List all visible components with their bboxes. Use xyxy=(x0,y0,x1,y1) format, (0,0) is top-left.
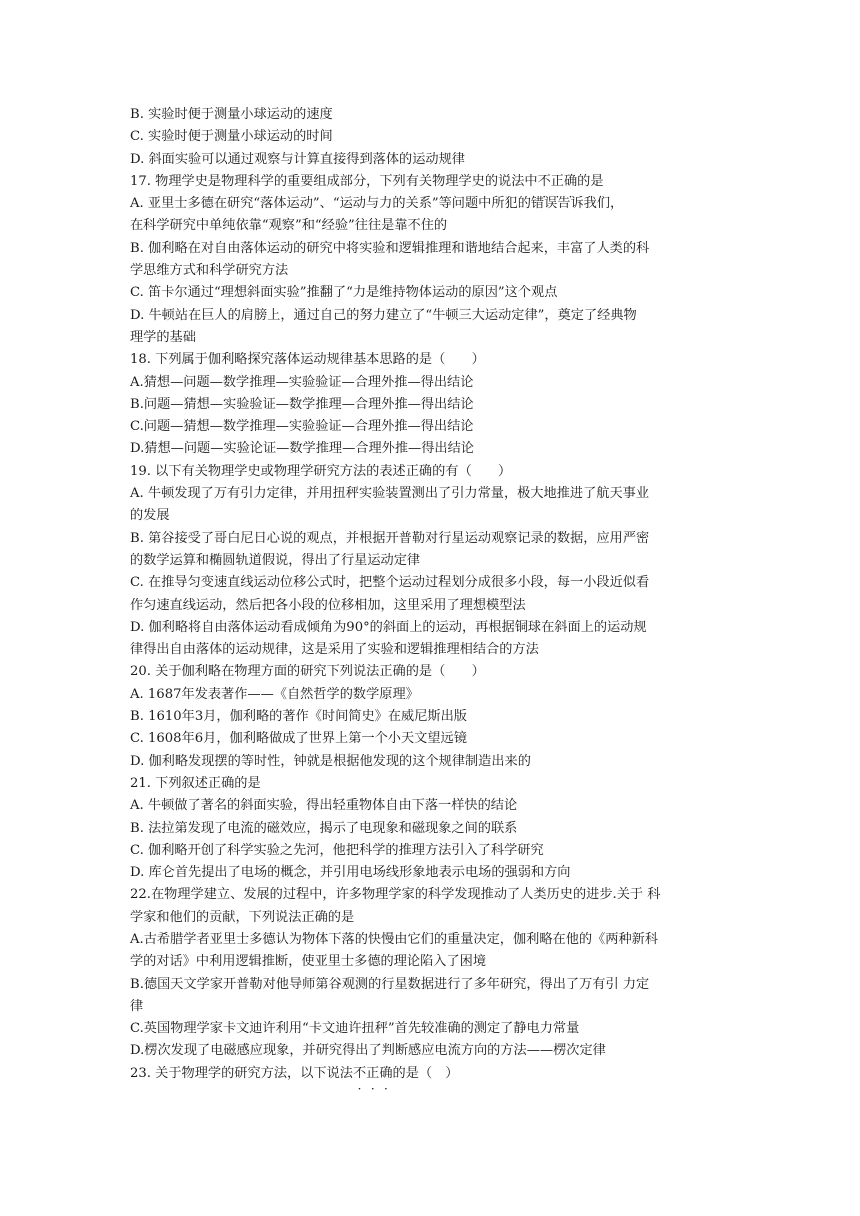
text-line: D.楞次发现了电磁感应现象，并研究得出了判断感应电流方向的方法——楞次定律 xyxy=(130,1043,606,1059)
text-line: C. 在推导匀变速直线运动位移公式时，把整个运动过程划分成很多小段，每一小段近似看 xyxy=(130,575,650,591)
text-line: 的发展 xyxy=(130,508,170,524)
text-line: 19. 以下有关物理学史或物理学研究方法的表述正确的有（ ） xyxy=(130,463,512,479)
text-line: D. 库仑首先提出了电场的概念，并引用电场线形象地表示电场的强弱和方向 xyxy=(130,865,571,881)
emphasis-dotted-text: 不正确 xyxy=(352,1065,393,1081)
text-line: B. 法拉第发现了电流的磁效应，揭示了电现象和磁现象之间的联系 xyxy=(130,820,518,836)
text-line: C.问题—猜想—数学推理—实验验证—合理外推—得出结论 xyxy=(130,419,474,435)
text-line: A.猜想—问题—数学推理—实验验证—合理外推—得出结论 xyxy=(130,374,474,390)
emphasis-dotted-text: 不正确 xyxy=(537,173,578,189)
text-line: A. 牛顿做了著名的斜面实验，得出轻重物体自由下落一样快的结论 xyxy=(130,798,518,814)
text-line: 律 xyxy=(130,998,144,1014)
text-line: D.猜想—问题—实验论证—数学推理—合理外推—得出结论 xyxy=(130,441,474,457)
text-line: D. 伽利略发现摆的等时性，钟就是根据他发现的这个规律制造出来的 xyxy=(130,753,531,769)
text-line: C.英国物理学家卡文迪许利用“卡文迪许扭秤”首先较准确的测定了静电力常量 xyxy=(130,1021,580,1037)
text-line: C. 实验时便于测量小球运动的时间 xyxy=(130,129,333,145)
question-text: 23. 关于物理学的研究方法，以下说法 xyxy=(130,1065,353,1081)
text-line: 律得出自由落体的运动规律，这是采用了实验和逻辑推理相结合的方法 xyxy=(130,642,539,658)
text-line: 在科学研究中单纯依靠“观察”和“经验”往往是靠不住的 xyxy=(130,218,448,234)
text-line: 理学的基础 xyxy=(130,329,196,345)
text-line: 21. 下列叙述正确的是 xyxy=(130,775,261,791)
question-text: 17. 物理学史是物理科学的重要组成部分，下列有关物理学史的说法中 xyxy=(130,173,538,189)
text-line: 学思维方式和科学研究方法 xyxy=(130,263,289,279)
question-line xyxy=(130,171,750,193)
text-line: C. 伽利略开创了科学实验之先河，他把科学的推理方法引入了科学研究 xyxy=(130,842,544,858)
text-line: A.古希腊学者亚里士多德认为物体下落的快慢由它们的重量决定，伽利略在他的《两种新科 xyxy=(130,931,659,947)
text-line: B.德国天文学家开普勒对他导师第谷观测的行星数据进行了多年研究，得出了万有引 力定 xyxy=(130,976,650,992)
text-line: C. 1608年6月，伽利略做成了世界上第一个小天文望远镜 xyxy=(130,731,467,747)
text-line: 作匀速直线运动，然后把各小段的位移相加，这里采用了理想模型法 xyxy=(130,597,526,613)
text-line: 18. 下列属于伽利略探究落体运动规律基本思路的是（ ） xyxy=(130,352,485,368)
text-line: 22.在物理学建立、发展的过程中，许多物理学家的科学发现推动了人类历史的进步.关于 科 xyxy=(130,887,661,903)
text-line: 的数学运算和椭圆轨道假说，得出了行星运动定律 xyxy=(130,552,421,568)
text-line: A. 牛顿发现了万有引力定律，并用扭秤实验装置测出了引力常量，极大地推进了航天事业 xyxy=(130,486,650,502)
question-line xyxy=(130,1063,750,1085)
text-line: C. 笛卡尔通过“理想斜面实验”推翻了“力是维持物体运动的原因”这个观点 xyxy=(130,285,558,301)
question-text: 的是 xyxy=(577,173,604,189)
text-line: B. 第谷接受了哥白尼日心说的观点，并根据开普勒对行星运动观察记录的数据，应用严密 xyxy=(130,530,650,546)
question-text-block xyxy=(130,104,750,1085)
text-line: D. 牛顿站在巨人的肩膀上，通过自己的努力建立了“牛顿三大运动定律”，奠定了经典物 xyxy=(130,307,637,323)
text-line: B. 伽利略在对自由落体运动的研究中将实验和逻辑推理和谐地结合起来，丰富了人类的科 xyxy=(130,240,650,256)
text-line: D. 伽利略将自由落体运动看成倾角为90°的斜面上的运动，再根据铜球在斜面上的运动规 xyxy=(130,619,647,635)
text-line: 20. 关于伽利略在物理方面的研究下列说法正确的是（ ） xyxy=(130,664,485,680)
text-line: A. 亚里士多德在研究“落体运动”、“运动与力的关系”等问题中所犯的错误告诉我们， xyxy=(130,196,624,212)
text-line: D. 斜面实验可以通过观察与计算直接得到落体的运动规律 xyxy=(130,151,465,167)
text-line: A. 1687年发表著作——《自然哲学的数学原理》 xyxy=(130,686,419,702)
question-text: 的是（ ） xyxy=(392,1065,459,1081)
text-line: 学的对话》中利用逻辑推断，使亚里士多德的理论陷入了困境 xyxy=(130,954,487,970)
text-line: B. 1610年3月，伽利略的著作《时间简史》在威尼斯出版 xyxy=(130,709,467,725)
text-line: 学家和他们的贡献，下列说法正确的是 xyxy=(130,909,355,925)
text-line: B.问题—猜想—实验验证—数学推理—合理外推—得出结论 xyxy=(130,396,474,412)
text-line: B. 实验时便于测量小球运动的速度 xyxy=(130,107,333,122)
